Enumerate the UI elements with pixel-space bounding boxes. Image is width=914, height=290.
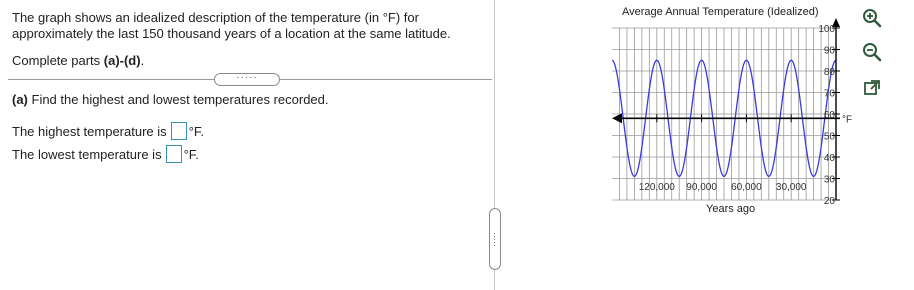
highest-label: The highest temperature is <box>12 123 167 139</box>
parts-prefix: Complete parts <box>12 53 104 68</box>
zoom-in-icon <box>862 8 882 28</box>
splitter-handle[interactable] <box>489 208 501 270</box>
expand-dots-button[interactable]: ····· <box>214 73 280 86</box>
y-tick-label: 50 <box>823 131 835 143</box>
zoom-in-button[interactable] <box>862 8 882 28</box>
question-intro: The graph shows an idealized description of the temperature (in °F) for approximately the last 150 thousand years of a location at the same latitude. <box>12 10 451 41</box>
y-tick-label: 20 <box>823 196 835 207</box>
x-axis-arrow <box>612 113 622 123</box>
part-a-text: Find the highest and lowest temperatures recorded. <box>27 92 329 107</box>
lowest-label: The lowest temperature is <box>12 146 162 162</box>
open-new-window-button[interactable] <box>862 78 882 98</box>
parts-suffix: . <box>140 53 145 68</box>
zoom-out-icon <box>862 42 882 62</box>
highest-temperature-input[interactable] <box>171 122 187 140</box>
x-tick-label: 120,000 <box>638 182 675 193</box>
x-tick-label: 60,000 <box>731 182 762 193</box>
y-tick-label: 100 <box>818 24 835 35</box>
splitter-dots: ····· <box>490 231 500 247</box>
y-tick-label: 70 <box>823 88 835 100</box>
y-tick-label: 60 <box>823 110 835 121</box>
expand-icon <box>862 78 882 98</box>
lowest-unit: °F. <box>183 146 199 162</box>
y-tick-label: 90 <box>823 45 835 57</box>
lowest-answer-row <box>12 145 199 163</box>
temperature-graph <box>600 18 853 220</box>
y-tick-label: 30 <box>823 174 835 186</box>
graph-title: Average Annual Temperature (Idealized) <box>622 6 819 18</box>
lowest-temperature-input[interactable] <box>166 145 182 163</box>
y-tick-label: 40 <box>823 153 835 164</box>
part-a-label: (a) <box>12 92 28 107</box>
x-tick-label: 30,000 <box>775 182 807 193</box>
y-axis-unit-label: °F <box>842 114 853 126</box>
highest-unit: °F. <box>188 123 204 139</box>
part-a-question <box>12 92 329 107</box>
parts-instruction <box>12 53 144 68</box>
x-axis-label: Years ago <box>706 203 756 215</box>
zoom-out-button[interactable] <box>862 42 882 62</box>
highest-answer-row <box>12 122 204 140</box>
x-tick-label: 90,000 <box>686 182 717 193</box>
parts-bold: (a)-(d) <box>103 53 141 68</box>
y-tick-label: 80 <box>823 67 835 78</box>
